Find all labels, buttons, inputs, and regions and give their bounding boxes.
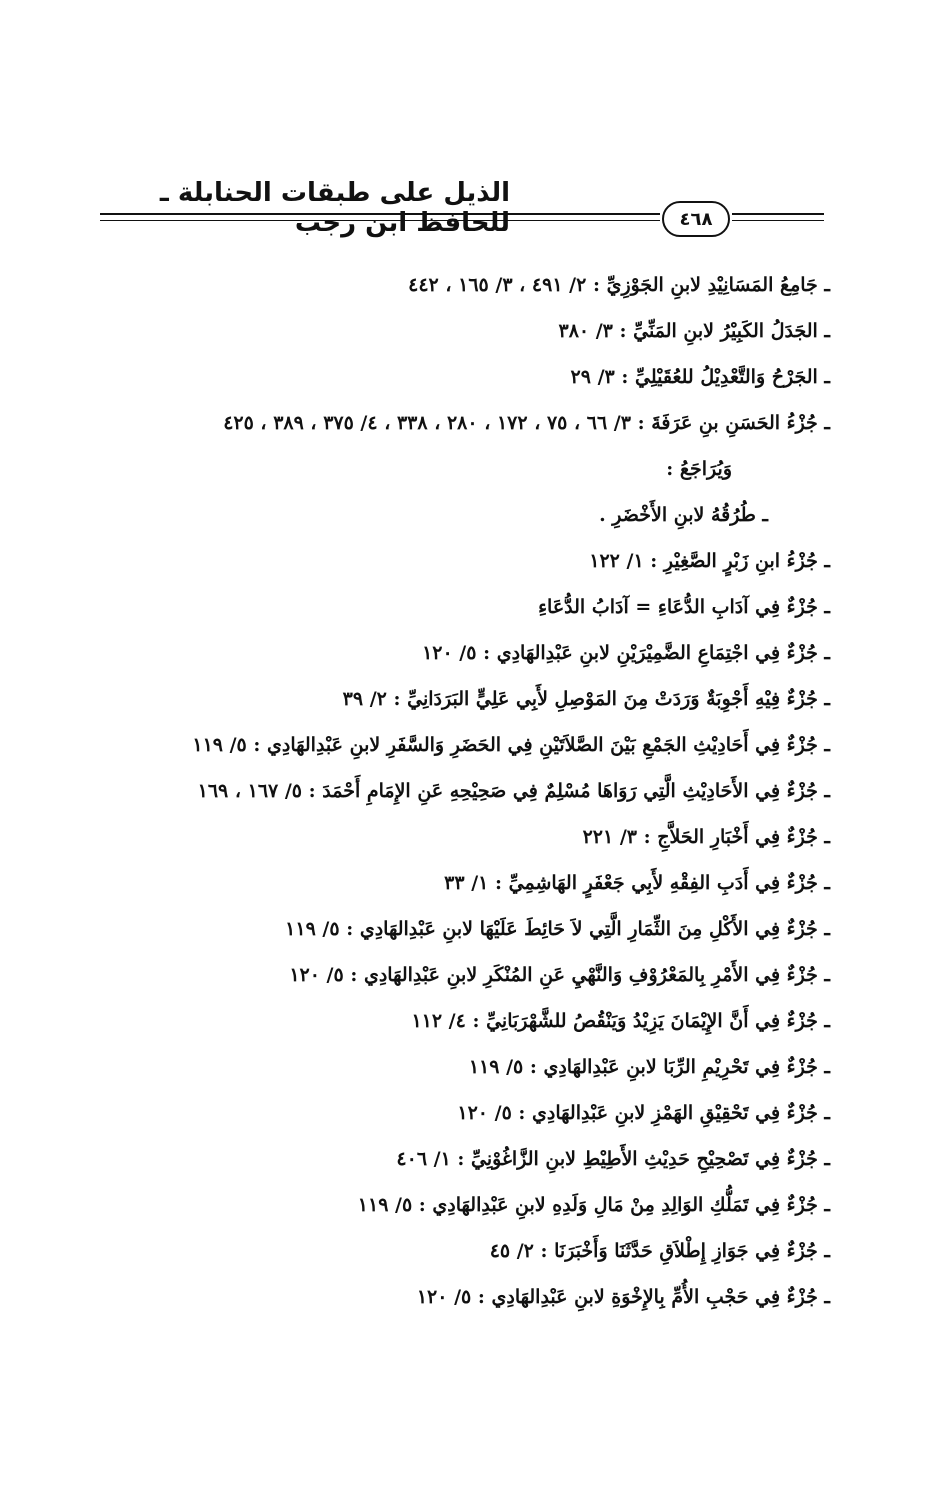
header-rule-left-bottom — [100, 220, 660, 221]
index-entry: ـ جُزْءُ الحَسَنِ بنِ عَرَفَةَ : ٣/ ٦٦ ، ٧٥ ، ١٧٢ ، ٢٨٠ ، ٣٣٨ ، ٤/ ٣٧٥ ، ٣٨٩ ، ٤٢٥ — [223, 412, 830, 434]
index-entry: ـ جُزْءٌ فِي تَحْرِيْمِ الرِّبَا لابنِ عَبْدِالهَادِي : ٥/ ١١٩ — [468, 1056, 830, 1078]
index-entry: ـ جُزْءٌ فِي أَخْبَارِ الحَلاَّجِ : ٣/ ٢٢١ — [582, 826, 830, 848]
index-entry: ـ الجَرْحُ وَالتَّعْدِيْلُ للعُقَيْلِيِّ : ٣/ ٢٩ — [570, 366, 830, 388]
index-entry: ـ جَامِعُ المَسَانِيْدِ لابنِ الجَوْزِيِّ : ٢/ ٤٩١ ، ٣/ ١٦٥ ، ٤٤٢ — [408, 274, 830, 296]
index-entry: ـ جُزْءٌ فِي الأَكْلِ مِنَ الثِّمَارِ الَّتِي لاَ حَائِطَ عَلَيْهَا لابنِ عَبْدِالهَادِي : ٥/ ١١٩ — [285, 918, 830, 940]
index-entry: ـ جُزْءٌ فِيْهِ أَجْوِبَةٌ وَرَدَتْ مِنَ المَوْصِلِ لأَبِي عَلِيٍّ البَرَدَانِيِّ : ٢/ ٣٩ — [342, 688, 830, 710]
page-number: ٤٦٨ — [662, 201, 730, 237]
index-entry-list — [192, 262, 830, 1320]
index-entry: ـ جُزْءٌ فِي الأَمْرِ بِالمَعْرُوْفِ وَالنَّهْيِ عَنِ المُنْكَرِ لابنِ عَبْدِالهَادِي : ٥/ ١٢٠ — [289, 964, 830, 986]
index-entry: ـ جُزْءٌ فِي اجْتِمَاعِ الضَّمِيْرَيْنِ لابنِ عَبْدِالهَادِي : ٥/ ١٢٠ — [422, 642, 830, 664]
index-entry: ـ جُزْءٌ فِي الأَحَادِيْثِ الَّتِي رَوَاهَا مُسْلِمٌ فِي صَحِيْحِهِ عَنِ الإِمَامِ أَحْمَدَ : ٥/ ١٦٧ ، ١٦٩ — [197, 780, 830, 802]
index-entry: ـ جُزْءُ ابنِ زَبْرٍ الصَّغِيْرِ : ١/ ١٢٢ — [589, 550, 830, 572]
index-entry: ـ جُزْءٌ فِي تَمَلُّكِ الوَالِدِ مِنْ مَالِ وَلَدِهِ لابنِ عَبْدِالهَادِي : ٥/ ١١٩ — [357, 1194, 830, 1216]
running-header-title: الذيل على طبقات الحنابلة ـ للحافظ ابن رجب — [159, 178, 510, 238]
index-subheading: وَيُرَاجَعُ : — [666, 458, 732, 480]
index-entry: ـ جُزْءٌ فِي حَجْبِ الأُمِّ بِالإِخْوَةِ لابنِ عَبْدِالهَادِي : ٥/ ١٢٠ — [416, 1286, 830, 1308]
index-entry: ـ جُزْءٌ فِي تَصْحِيْحِ حَدِيْثِ الأَطِيْطِ لابنِ الزَّاغُوْنِيِّ : ١/ ٤٠٦ — [396, 1148, 830, 1170]
index-entry: ـ الجَدَلُ الكَبِيْرُ لابنِ المَنِّيِّ : ٣/ ٣٨٠ — [558, 320, 830, 342]
index-entry: ـ جُزْءٌ فِي آدَابِ الدُّعَاءِ = آدَابُ الدُّعَاءِ — [538, 596, 830, 618]
index-entry: ـ جُزْءٌ فِي جَوَازِ إِطْلاَقِ حَدَّثَنَا وَأَخْبَرَنَا : ٢/ ٤٥ — [489, 1240, 830, 1262]
header-rule-right-top — [732, 213, 824, 215]
index-entry: ـ جُزْءٌ فِي تَحْقِيْقِ الهَمْزِ لابنِ عَبْدِالهَادِي : ٥/ ١٢٠ — [457, 1102, 830, 1124]
index-entry: ـ جُزْءٌ فِي أَحَادِيْثِ الجَمْعِ بَيْنَ الصَّلاَتَيْنِ فِي الحَضَرِ وَالسَّفَرِ لابنِ عَبْدِالهَادِي : ٥/ ١١٩ — [192, 734, 830, 756]
index-entry: ـ جُزْءٌ فِي أَنَّ الإِيْمَانَ يَزِيْدُ وَيَنْقُصُ للشَّهْرَبَانِيِّ : ٤/ ١١٢ — [411, 1010, 830, 1032]
header-rule-left-top — [100, 213, 660, 215]
index-entry: ـ جُزْءٌ فِي أَدَبِ الفِقْهِ لأَبِي جَعْفَرٍ الهَاشِمِيِّ : ١/ ٣٣ — [444, 872, 830, 894]
index-subentry: ـ طُرُقُهُ لابنِ الأَخْضَرِ . — [599, 504, 768, 526]
header-rule-right-bottom — [732, 220, 824, 221]
